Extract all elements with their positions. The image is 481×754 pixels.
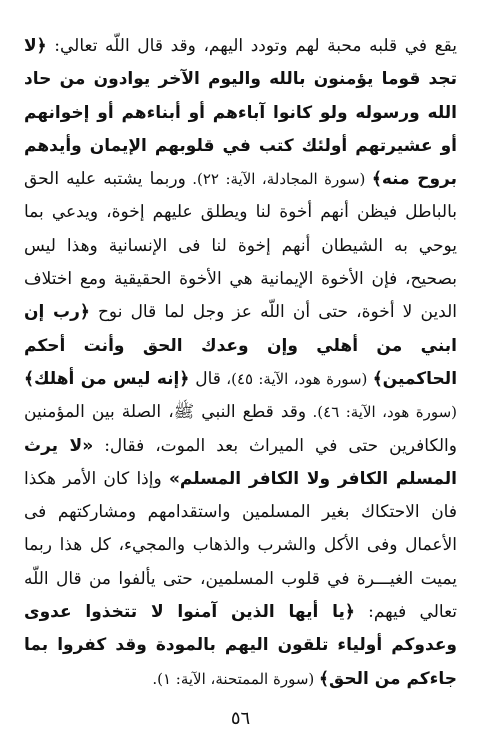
text-segment: وربما يشتبه عليه الحق بالباطل فيظن أنهم أخوة لنا ويطلق عليهم إخوة، ويدعي بما يوحي به الشيطان أنهم إخوة لنا فى الإنسانية وهذا ليس بصحيح، فإن الأخوة الإيمانية هي الأخوة الحقيقية ومع اختلاف الدين لا أخوة، حتى أن اللّه عز وجل لما قال نوح — [24, 169, 457, 323]
quran-verse: ﴿يا أيها الذين آمنوا لا تتخذوا عدوى وعدوكم أولياء تلقون اليهم بالمودة وقد كفروا بما جاءكم من الحق﴾ — [24, 602, 457, 689]
body-text — [24, 30, 457, 690]
verse-citation: (سورة المجادلة، الآية: ٢٢). — [185, 170, 372, 189]
text-segment: وقد قطع النبي ﷺ، الصلة بين المؤمنين والكافرين حتى في الميراث بعد الموت، فقال: — [24, 402, 457, 456]
verse-citation: (سورة هود، الآية: ٤٥)، — [220, 369, 373, 388]
text-segment: يقع في قلبه محبة لهم وتودد اليهم، وقد قال اللّه تعالي: — [46, 36, 457, 56]
quran-verse: ﴿لا تجد قوما يؤمنون بالله واليوم الآخر يوادون من حاد الله ورسوله ولو كانوا آباءهم أو أبناءهم أو إخوانهم أو عشيرتهم أولئك كتب في قلوبهم الإيمان وأيدهم بروح منه﴾ — [24, 36, 457, 190]
hadith-quote: «لا يرث المسلم الكافر ولا الكافر المسلم» — [24, 435, 457, 489]
quran-verse: ﴿إنه ليس من أهلك﴾ — [24, 368, 190, 389]
text-segment: وإذا كان الأمر هكذا فان الاحتكاك بغير المسلمين واستقدامهم ومشاركتهم فى الأعمال وفى الأكل والشرب والذهاب والمجيء، كل هذا ربما يميت الغيـــرة في قلوب المسلمين، حتى يألفوا من قال اللّه تعالي فيهم: — [24, 468, 457, 623]
page-number: ٥٦ — [230, 708, 251, 729]
verse-citation: (سورة الممتحنة، الآية: ١). — [152, 669, 320, 688]
quran-verse: ﴿رب إن ابني من أهلي وإن وعدك الحق وأنت أحكم الحاكمين﴾ — [24, 302, 457, 389]
text-segment: قال — [189, 368, 221, 389]
verse-citation: (سورة هود، الآية: ٤٦). — [306, 403, 457, 422]
